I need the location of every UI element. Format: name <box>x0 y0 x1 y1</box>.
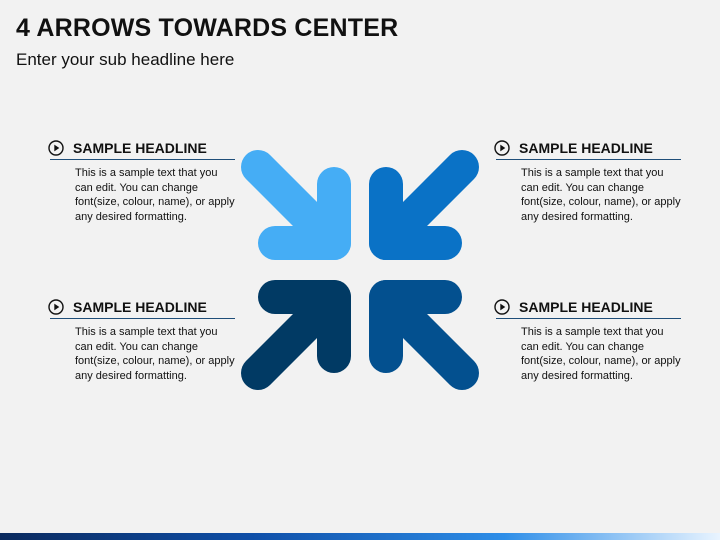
bottom-accent-bar <box>0 533 720 540</box>
arrow-bottom-left <box>258 297 334 373</box>
block-text: This is a sample text that you can edit. You can change font(size, colour, name), or apply any desired formatting. <box>75 167 235 223</box>
block-headline: SAMPLE HEADLINE <box>519 140 653 156</box>
slide-title: 4 ARROWS TOWARDS CENTER <box>16 14 399 42</box>
block-text: This is a sample text that you can edit. You can change font(size, colour, name), or apply any desired formatting. <box>521 326 681 382</box>
block-headline: SAMPLE HEADLINE <box>73 140 207 156</box>
arrow-bottom-right <box>386 297 462 373</box>
block-headline: SAMPLE HEADLINE <box>519 299 653 315</box>
block-text: This is a sample text that you can edit. You can change font(size, colour, name), or apply any desired formatting. <box>521 167 681 223</box>
slide-subtitle: Enter your sub headline here <box>16 50 235 69</box>
block-text: This is a sample text that you can edit. You can change font(size, colour, name), or apply any desired formatting. <box>75 326 235 382</box>
arrow-top-right <box>386 167 462 243</box>
arrow-top-left <box>258 167 334 243</box>
block-headline: SAMPLE HEADLINE <box>73 299 207 315</box>
